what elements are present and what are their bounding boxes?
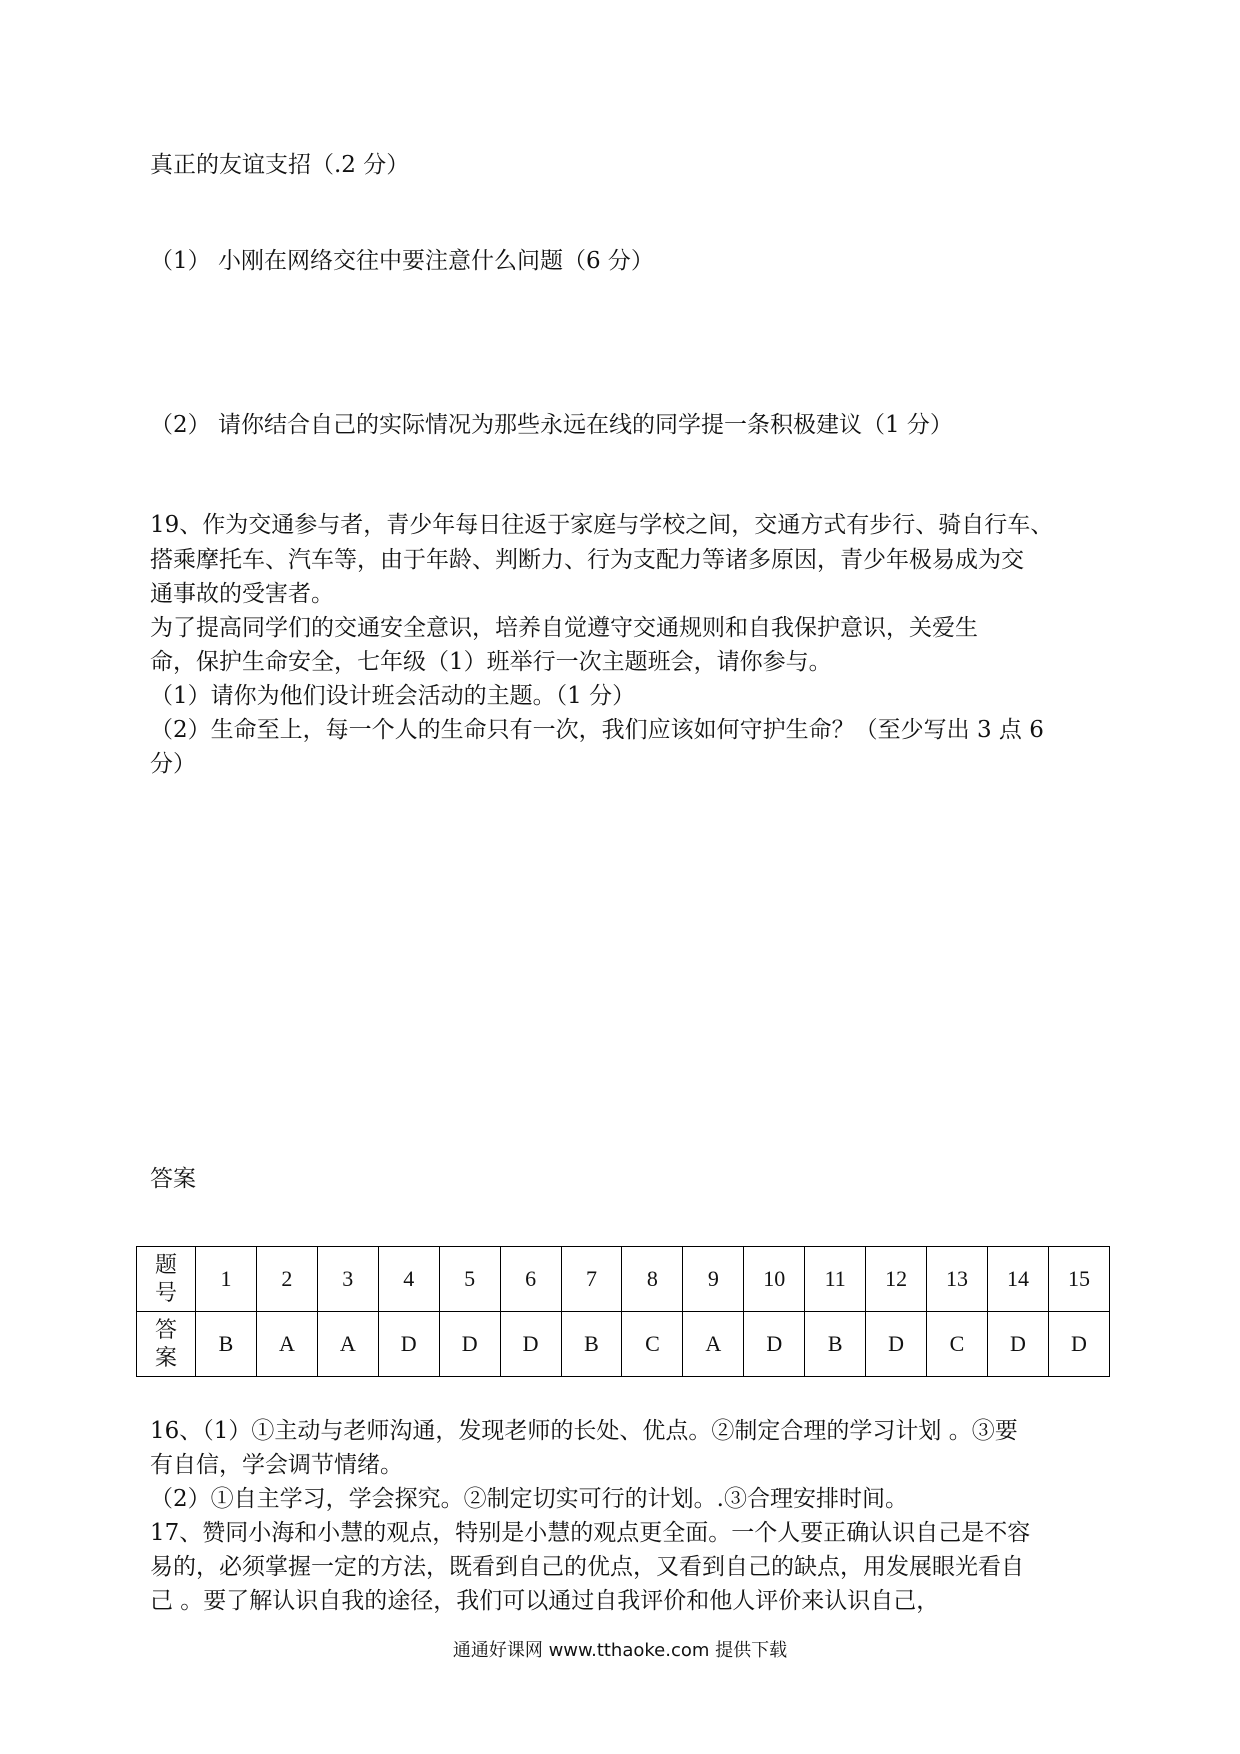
answer-cell: A	[683, 1312, 744, 1377]
text-line: 命，保护生命安全，七年级（1）班举行一次主题班会，请你参与。	[150, 649, 832, 675]
question-number-cell: 11	[805, 1247, 866, 1312]
table-header-cell: 答 案	[137, 1312, 196, 1377]
table-row	[137, 1312, 1110, 1377]
question-number-cell: 10	[744, 1247, 805, 1312]
question-number-cell: 7	[561, 1247, 622, 1312]
text-line: 有自信，学会调节情绪。	[150, 1452, 403, 1478]
question-number-cell: 14	[987, 1247, 1048, 1312]
text-line: 真正的友谊支招（.2 分）	[150, 152, 410, 178]
text-line: 为了提高同学们的交通安全意识，培养自觉遵守交通规则和自我保护意识，关爱生	[150, 615, 978, 641]
text-line: 通事故的受害者。	[150, 581, 334, 607]
page-footer: 通通好课网 www.tthaoke.com 提供下载	[452, 1640, 788, 1661]
text-line: 己 。要了解认识自我的途径，我们可以通过自我评价和他人评价来认识自己，	[150, 1588, 940, 1614]
table-row	[137, 1247, 1110, 1312]
answer-cell: C	[622, 1312, 683, 1377]
answer-cell: B	[196, 1312, 257, 1377]
answer-cell: A	[256, 1312, 317, 1377]
text-line: （2）①自主学习，学会探究。②制定切实可行的计划。.③合理安排时间。	[150, 1486, 908, 1512]
question-number-cell: 4	[378, 1247, 439, 1312]
question-number-cell: 15	[1048, 1247, 1109, 1312]
text-line: 易的，必须掌握一定的方法，既看到自己的优点，又看到自己的缺点，用发展眼光看自	[150, 1554, 1024, 1580]
answer-cell: D	[1048, 1312, 1109, 1377]
question-number-cell: 6	[500, 1247, 561, 1312]
answer-cell: C	[927, 1312, 988, 1377]
answer-table	[136, 1246, 1110, 1377]
question-number-cell: 3	[317, 1247, 378, 1312]
answer-cell: D	[987, 1312, 1048, 1377]
text-line: （1）请你为他们设计班会活动的主题。（1 分）	[150, 683, 636, 709]
text-line: （2）生命至上，每一个人的生命只有一次，我们应该如何守护生命？（至少写出 3 点 6	[150, 717, 1044, 743]
question-number-cell: 1	[196, 1247, 257, 1312]
answer-cell: B	[561, 1312, 622, 1377]
answer-cell: A	[317, 1312, 378, 1377]
text-line: 19、作为交通参与者，青少年每日往返于家庭与学校之间，交通方式有步行、骑自行车、	[150, 512, 1054, 538]
question-number-cell: 5	[439, 1247, 500, 1312]
answer-cell: B	[805, 1312, 866, 1377]
answer-heading: 答案	[150, 1166, 196, 1192]
text-line: 搭乘摩托车、汽车等，由于年龄、判断力、行为支配力等诸多原因，青少年极易成为交	[150, 547, 1024, 573]
answer-cell: D	[500, 1312, 561, 1377]
answer-cell: D	[439, 1312, 500, 1377]
answer-cell: D	[866, 1312, 927, 1377]
table-header-cell: 题 号	[137, 1247, 196, 1312]
text-line: 16、（1）①主动与老师沟通，发现老师的长处、优点。②制定合理的学习计划 。③要	[150, 1418, 1018, 1444]
question-number-cell: 12	[866, 1247, 927, 1312]
question-number-cell: 8	[622, 1247, 683, 1312]
text-line: 分）	[150, 751, 196, 777]
question-number-cell: 2	[256, 1247, 317, 1312]
text-line: 17、赞同小海和小慧的观点，特别是小慧的观点更全面。一个人要正确认识自己是不容	[150, 1520, 1031, 1546]
answer-cell: D	[378, 1312, 439, 1377]
question-number-cell: 13	[927, 1247, 988, 1312]
text-line: （2） 请你结合自己的实际情况为那些永远在线的同学提一条积极建议（1 分）	[150, 412, 953, 438]
question-number-cell: 9	[683, 1247, 744, 1312]
text-line: （1） 小刚在网络交往中要注意什么问题（6 分）	[150, 248, 654, 274]
answer-cell: D	[744, 1312, 805, 1377]
